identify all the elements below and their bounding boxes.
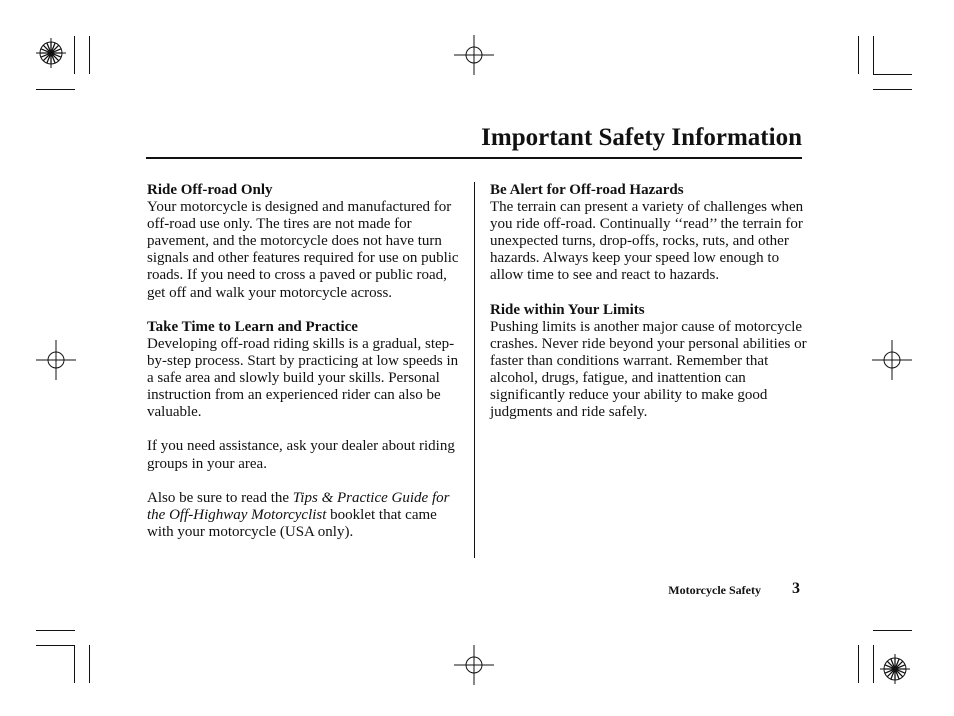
crosshair-registration-icon [36, 340, 76, 380]
crop-mark [873, 74, 912, 75]
crop-mark [873, 645, 874, 683]
title-rule [146, 157, 802, 159]
crop-mark [74, 645, 75, 683]
crop-mark [36, 630, 75, 631]
paragraph-read-booklet [147, 490, 465, 541]
left-column [147, 182, 465, 541]
section-heading-ride-within-limits: Ride within Your Limits [490, 301, 645, 318]
registration-target-icon [36, 38, 66, 68]
section-heading-be-alert: Be Alert for Off-road Hazards [490, 182, 684, 198]
section-body-ride-within-limits: Pushing limits is another major cause of motorcycle crashes. Never ride beyond your personal abilities or faster than conditions warrant. Remember that alcohol, drugs, fatigue, and inattention can significantly reduce your ability to make good judgments and ride safely. [490, 318, 807, 421]
booklet-text-pre: Also be sure to read the [147, 489, 293, 506]
section-body-ride-off-road-only: Your motorcycle is designed and manufactured for off-road use only. The tires are not made for pavement, and the motorcycle does not have turn signals and other features required for use on public roads. If you need to cross a paved or public road, get off and walk your motorcycle across. [147, 199, 459, 301]
booklet-title: Tips & Practice Guide for the Off-Highway Motorcyclist [147, 489, 450, 523]
crop-mark [873, 89, 912, 90]
crosshair-registration-icon [872, 340, 912, 380]
crop-mark [873, 36, 874, 74]
crop-mark [858, 645, 859, 683]
section-body-take-time-to-learn: Developing off-road riding skills is a gradual, step-by-step process. Start by practicing at low speeds in a safe area and slowly build your skills. Personal instruction from an experienced rider can also be valuable. [147, 335, 459, 421]
column-divider [474, 182, 475, 558]
section-body-be-alert: The terrain can present a variety of challenges when you ride off-road. Continually ‘‘read’’ the terrain for unexpected turns, drop-offs, rocks, ruts, and other hazards. Always keep your speed low enough to allow time to see and react to hazards. [490, 199, 804, 284]
crop-mark [89, 36, 90, 74]
crop-mark [36, 89, 75, 90]
section-heading-ride-off-road-only: Ride Off-road Only [147, 182, 273, 198]
paragraph-dealer-assistance: If you need assistance, ask your dealer about riding groups in your area. [147, 438, 455, 472]
section-heading-take-time-to-learn: Take Time to Learn and Practice [147, 318, 358, 335]
crop-mark [36, 645, 75, 646]
crop-mark [89, 645, 90, 683]
crop-mark [873, 630, 912, 631]
registration-target-icon [880, 654, 910, 684]
booklet-text-post: booklet that came with your motorcycle (USA only). [147, 506, 437, 540]
page-number: 3 [792, 580, 800, 597]
crosshair-registration-icon [454, 645, 494, 685]
right-column [490, 182, 808, 421]
page-title: Important Safety Information [481, 124, 802, 151]
crosshair-registration-icon [454, 35, 494, 75]
footer-section-label: Motorcycle Safety [668, 583, 761, 597]
crop-mark [858, 36, 859, 74]
crop-mark [74, 36, 75, 74]
